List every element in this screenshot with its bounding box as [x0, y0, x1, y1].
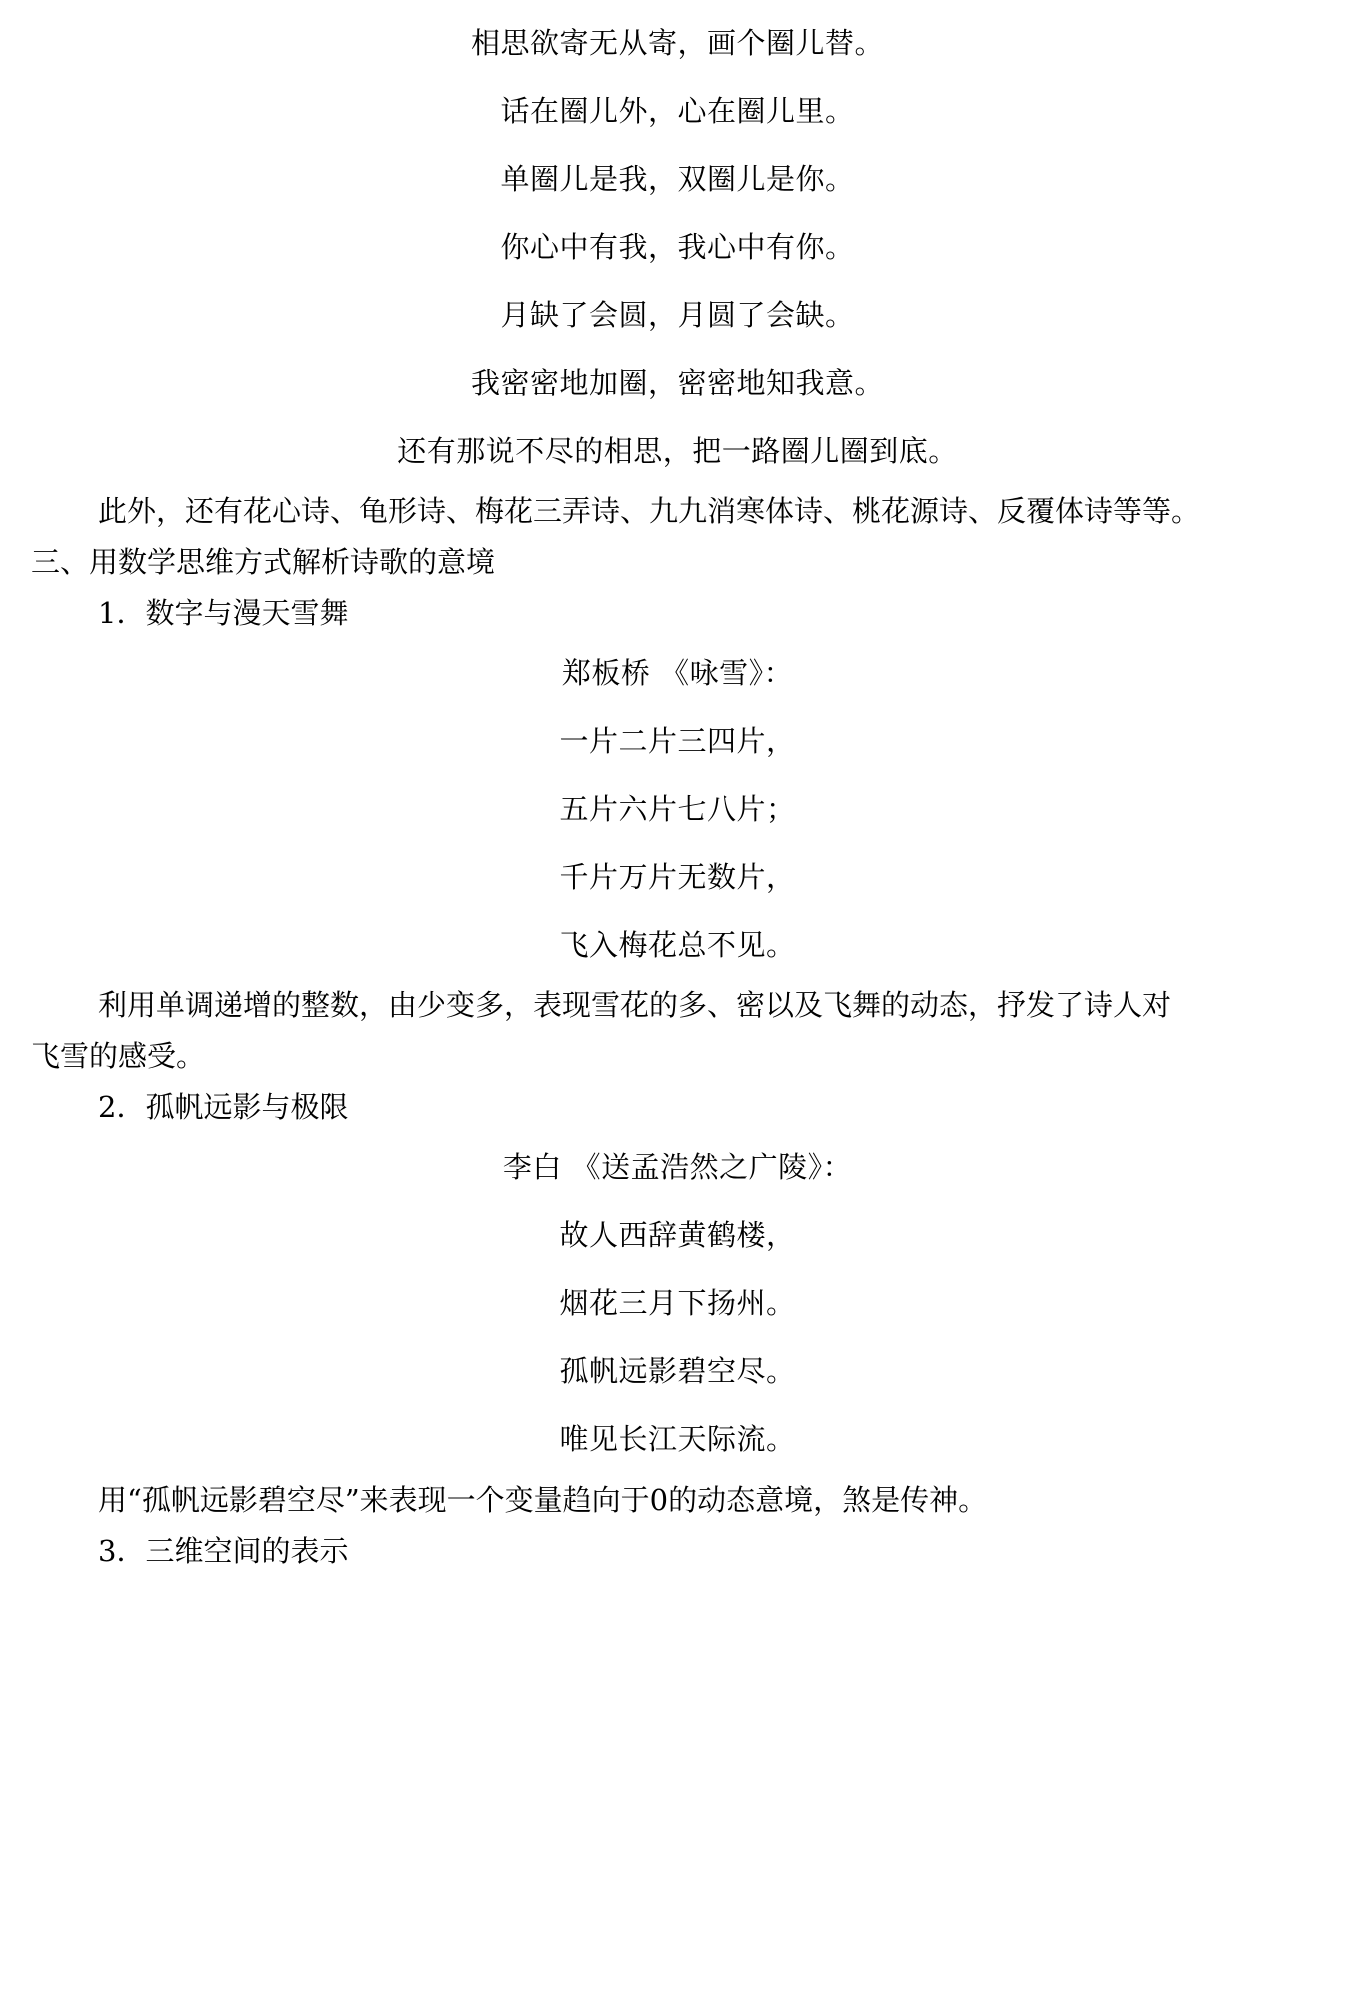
subsection-3-heading: 3．三维空间的表示: [98, 1534, 349, 1568]
subsection-1-heading: 1．数字与漫天雪舞: [98, 596, 349, 630]
poem-1-analysis-line-2: 飞雪的感受。: [31, 1039, 206, 1073]
poem-1-title: 郑板桥 《咏雪》：: [561, 656, 794, 690]
poem-circle-line-6: 我密密地加圈，密密地知我意。: [470, 366, 884, 400]
poem-circle-line-2: 话在圈儿外，心在圈儿里。: [500, 94, 855, 128]
poem-1-line-1: 一片二片三四片，: [559, 724, 796, 758]
poem-1-line-2: 五片六片七八片；: [559, 792, 796, 826]
poem-1-line-4: 飞入梅花总不见。: [559, 928, 796, 962]
poem-circle-line-7: 还有那说不尽的相思，把一路圈儿圈到底。: [397, 434, 958, 468]
poem-circle-line-4: 你心中有我，我心中有你。: [500, 230, 855, 264]
paragraph-other-forms: 此外，还有花心诗、龟形诗、梅花三弄诗、九九消寒体诗、桃花源诗、反覆体诗等等。: [98, 494, 1201, 528]
poem-2-line-2: 烟花三月下扬州。: [559, 1286, 796, 1320]
poem-circle-line-5: 月缺了会圆，月圆了会缺。: [500, 298, 855, 332]
poem-2-line-3: 孤帆远影碧空尽。: [559, 1354, 796, 1388]
subsection-2-heading: 2．孤帆远影与极限: [98, 1090, 349, 1124]
poem-circle-line-1: 相思欲寄无从寄，画个圈儿替。: [470, 26, 884, 60]
poem-circle-line-3: 单圈儿是我，双圈儿是你。: [500, 162, 855, 196]
poem-2-line-4: 唯见长江天际流。: [559, 1422, 796, 1456]
poem-2-line-1: 故人西辞黄鹤楼，: [559, 1218, 796, 1252]
poem-1-line-3: 千片万片无数片，: [559, 860, 796, 894]
poem-2-analysis: 用“孤帆远影碧空尽”来表现一个变量趋向于0的动态意境，煞是传神。: [98, 1483, 988, 1517]
section-heading: 三、用数学思维方式解析诗歌的意境: [31, 545, 496, 579]
poem-1-analysis-line-1: 利用单调递增的整数，由少变多，表现雪花的多、密以及飞舞的动态，抒发了诗人对: [98, 988, 1172, 1022]
poem-2-title: 李白 《送孟浩然之广陵》：: [502, 1150, 853, 1184]
